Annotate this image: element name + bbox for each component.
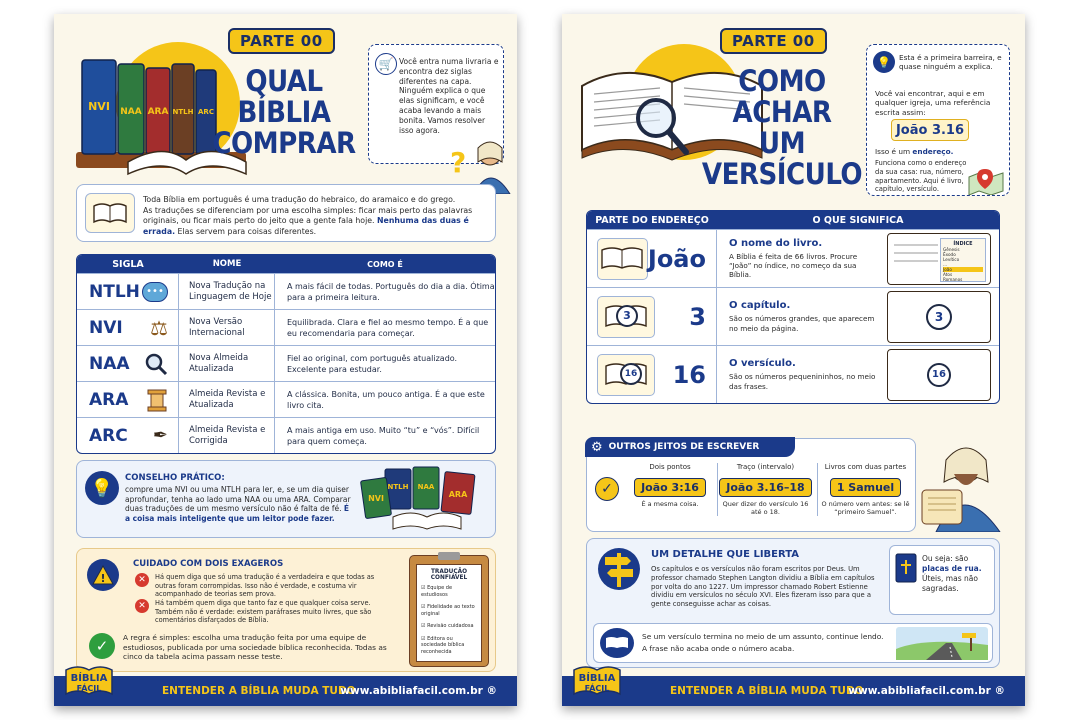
row-sigla: ARC	[89, 425, 128, 446]
column-icon	[146, 388, 168, 412]
open-book-icon	[597, 238, 648, 280]
x-mark-icon: ✕	[135, 573, 149, 587]
svg-text:!: !	[100, 572, 106, 585]
biblia-facil-logo	[62, 660, 116, 702]
page-title-line1: QUAL BÍBLIA	[237, 64, 331, 129]
page-footer	[54, 676, 517, 706]
intro-text: Você entra numa livraria e encontra dez siglas diferentes na capa. Ninguém explica o que elas significam, e você acaba levando a mais bonita. Vamos resolver isso agora.	[399, 57, 499, 135]
caution-1: Há quem diga que só uma tradução é a verdadeira e que todas as outras foram corrompidas. Isso não é verdade, e costuma vir acompanhado de teorias sem prova.	[155, 573, 375, 599]
row-sigla: ARA	[89, 389, 129, 410]
table-row	[587, 345, 999, 403]
translation-text-b: As traduções se diferenciam por uma escolha simples: ficar mais perto das palavras originais, ou ficar mais perto do jeito que a gente fala hoje.	[143, 205, 473, 225]
row-text: São os números pequenininhos, no meio das frases.	[729, 372, 876, 391]
rule-text: A regra é simples: escolha uma tradução feita por uma equipe de estudiosos, publicada por uma sociedade bíblica reconhecida. Todas as cinco da tabela acima passam nesse teste.	[123, 633, 387, 662]
row-big: 16	[672, 360, 706, 389]
row-nome: Nova Almeida Atualizada	[179, 346, 275, 381]
row-como: A clássica. Bonita, um pouco antiga. É a que este livro cita.	[287, 389, 485, 410]
clipboard-item: ☑ Revisão cuidadosa	[421, 623, 474, 629]
spine-label-naa: NAA	[120, 107, 142, 117]
format-value: João 3.16–18	[719, 478, 811, 497]
intro-c-highlight: endereço.	[912, 147, 954, 156]
index-item: Gênesis	[943, 246, 960, 252]
page-title	[204, 66, 364, 159]
bible-cover-icon	[894, 552, 918, 584]
intro-b: Você vai encontrar, aqui e em qualquer igreja, uma referência escrita assim:	[875, 89, 991, 117]
advice-book-nvi: NVI	[368, 494, 384, 503]
row-label: O capítulo.	[729, 300, 791, 312]
logo-line1: BÍBLIA	[70, 673, 108, 684]
row-nome: Nova Tradução na Linguagem de Hoje	[179, 274, 275, 309]
header-significa: O QUE SIGNIFICA	[812, 214, 904, 226]
book-verse-icon	[597, 354, 655, 396]
speech-bubble-icon: •••	[142, 282, 168, 302]
verse-badge: 16	[620, 363, 642, 385]
row-como: A mais fácil de todas. Português do dia a dia. Ótima para a primeira leitura.	[287, 281, 495, 302]
row-sigla: NAA	[89, 353, 130, 374]
detail-text: Os capítulos e os versículos não foram escritos por Deus. Um professor chamado Stephen Langton dividiu a Bíblia em capítulos por volta do ano 1227. Um impressor chamado Robert Estienne dividiu em versículos no século XVI. Eles fizeram isso para que a gente conseguisse achar as coisas.	[651, 565, 875, 609]
index-item: Êxodo	[943, 251, 956, 257]
svg-text:?: ?	[450, 146, 467, 179]
page-title	[692, 66, 872, 190]
footer-tagline: ENTENDER A BÍBLIA MUDA TUDO	[162, 685, 356, 697]
chapter-page-illustration	[887, 291, 991, 343]
warning-icon	[87, 559, 119, 591]
translation-text-a: Toda Bíblia em português é uma tradução do hebraico, do aramaico e do grego.	[143, 195, 456, 204]
advice-text: compre uma NVI ou uma NTLH para ler, e, se um dia quiser aprofundar, tenha ao lado uma NAA ou uma ARA. Comparar duas traduções de um mesmo versículo não é falta de fé.	[125, 485, 351, 514]
table-header	[77, 255, 495, 273]
gear-icon: ⚙	[591, 439, 603, 455]
format-two-parts: Livros com duas partes 1 Samuel O número vem antes: se lê “primeiro Samuel”.	[817, 463, 913, 516]
advice-card	[76, 460, 496, 538]
tip-line2: A frase não acaba onde o número acaba.	[642, 644, 795, 653]
table-header	[587, 211, 999, 229]
check-icon: ✓	[89, 633, 115, 659]
comparing-bibles-illustration	[359, 465, 493, 535]
clipboard-item: ☑ Editora ou sociedade bíblica reconhecida	[421, 635, 465, 655]
format-range: Traço (intervalo) João 3.16–18 Quer dizer do versículo 16 até o 18.	[717, 463, 813, 516]
row-nome: Nova Versão Internacional	[179, 310, 275, 345]
translation-highlight: Nenhuma das duas é errada.	[143, 216, 469, 236]
intro-box	[866, 44, 1010, 196]
caution-2: Há também quem diga que tanto faz e que qualquer coisa serve. Também não é verdade: existem paráfrases muito livres, que são comentários disfarçados de Bíblia.	[155, 599, 372, 625]
row-como: A mais antiga em uso. Muito “tu” e “vós”. Difícil para quem começa.	[287, 425, 480, 446]
advice-book-naa: NAA	[417, 483, 435, 491]
clipboard-item: ☑ Equipe de estudiosos	[421, 585, 453, 598]
table-row	[77, 345, 495, 381]
clipboard-title: TRADUÇÃO CONFIÁVEL	[430, 569, 468, 581]
index-item: Atos	[943, 271, 953, 277]
index-item: ...	[943, 261, 947, 267]
row-como: Fiel ao original, com português atualizado. Excelente para estudar.	[287, 353, 458, 374]
quill-icon: ✒	[152, 425, 168, 446]
cart-icon: 🛒	[375, 53, 397, 75]
index-item-highlight: João	[943, 267, 983, 272]
other-ways-card	[586, 438, 916, 532]
footer-url[interactable]: www.abibliafacil.com.br ®	[340, 685, 497, 697]
row-big: João	[647, 244, 706, 273]
open-book-icon	[600, 628, 634, 658]
index-title: ÍNDICE	[953, 240, 973, 247]
row-big: 3	[689, 302, 706, 331]
header-nome: NOME	[212, 258, 242, 269]
other-ways-header	[585, 437, 795, 457]
table-row	[587, 229, 999, 287]
page-title-line2: UM VERSÍCULO	[701, 126, 863, 191]
scales-icon: ⚖	[150, 315, 168, 340]
clipboard-checklist	[409, 555, 489, 667]
spine-label-nvi: NVI	[88, 100, 110, 113]
row-nome: Almeida Revista e Corrigida	[179, 418, 275, 453]
header-como: COMO É	[367, 259, 403, 269]
caution-title: CUIDADO COM DOIS EXAGEROS	[133, 559, 284, 569]
tip-box	[593, 623, 993, 663]
side-text-a: Ou seja: são	[922, 554, 969, 563]
verse-page-illustration	[887, 349, 991, 401]
logo-line1: BÍBLIA	[578, 673, 616, 684]
bible-index-illustration	[887, 233, 991, 285]
format-value: 1 Samuel	[830, 478, 901, 497]
index-item: Romanos	[943, 276, 963, 282]
lightbulb-icon: 💡	[85, 471, 119, 505]
other-ways-title: OUTROS JEITOS DE ESCREVER	[608, 442, 760, 452]
row-text: A Bíblia é feita de 66 livros. Procure “João” no índice, no começo da sua Bíblia.	[729, 251, 858, 280]
table-row	[77, 309, 495, 345]
page-footer	[562, 676, 1025, 706]
lightbulb-icon: 💡	[873, 51, 895, 73]
footer-tagline: ENTENDER A BÍBLIA MUDA TUDO	[670, 685, 864, 697]
detail-title: UM DETALHE QUE LIBERTA	[651, 549, 800, 560]
part-badge: PARTE 00	[228, 28, 335, 54]
part-badge: PARTE 00	[720, 28, 827, 54]
book-chapter-icon	[597, 296, 655, 338]
format-value: João 3:16	[634, 478, 706, 497]
row-como: Equilibrada. Clara e fiel ao mesmo tempo. É a que eu recomendaria para começar.	[287, 317, 489, 338]
open-book-icon	[85, 193, 135, 233]
caution-card	[76, 548, 496, 672]
advice-book-ara: ARA	[448, 490, 468, 499]
row-sigla: NVI	[89, 317, 123, 338]
verse-magnified-badge: 16	[927, 363, 951, 387]
page-title-line1: COMO ACHAR	[732, 64, 832, 129]
translations-table	[76, 254, 496, 454]
chapter-magnified-badge: 3	[926, 304, 952, 330]
table-row	[77, 273, 495, 309]
magnifier-icon	[144, 352, 168, 376]
address-table	[586, 210, 1000, 404]
check-circle-icon: ✓	[595, 477, 619, 501]
side-box	[889, 545, 995, 615]
x-mark-icon: ✕	[135, 599, 149, 613]
format-colon: Dois pontos João 3:16 É a mesma coisa.	[627, 463, 713, 508]
translation-card	[76, 184, 496, 242]
translation-text-c: Elas servem para coisas diferentes.	[177, 226, 317, 236]
table-row	[77, 381, 495, 417]
page-qual-biblia	[54, 14, 517, 706]
clipboard-item: ☑ Fidelidade ao texto original	[421, 604, 475, 617]
detail-card	[586, 538, 1000, 668]
row-nome: Almeida Revista e Atualizada	[179, 382, 275, 417]
road-illustration	[896, 627, 988, 660]
intro-a: Esta é a primeira barreira, e quase ninguém a explica.	[899, 53, 1002, 72]
row-sigla: NTLH	[89, 281, 140, 302]
side-text-b: Úteis, mas não sagradas.	[922, 574, 978, 593]
map-pin-icon	[967, 169, 1005, 195]
page-title-line2: COMPRAR	[212, 126, 356, 160]
intro-c: Isso é um	[875, 147, 911, 156]
signpost-icon	[595, 547, 643, 591]
advice-highlight: É a coisa mais inteligente que um leitor pode fazer.	[125, 504, 349, 523]
index-item: Levítico	[943, 256, 960, 262]
row-text: São os números grandes, que aparecem no meio da página.	[729, 314, 875, 333]
row-label: O versículo.	[729, 358, 796, 370]
intro-d: Funciona como o endereço da sua casa: rua, número, apartamento. Aqui é livro, capítulo, versículo.	[875, 159, 967, 194]
logo-line2: FÁCIL	[584, 684, 610, 693]
side-highlight: placas de rua.	[922, 564, 982, 573]
spine-label-arc: ARC	[198, 108, 214, 116]
advice-book-ntlh: NTLH	[387, 483, 409, 491]
spine-label-ara: ARA	[147, 107, 169, 117]
header-sigla: SIGLA	[112, 258, 144, 270]
biblia-facil-logo	[570, 660, 624, 702]
row-label: O nome do livro.	[729, 237, 823, 249]
reference-box	[891, 119, 969, 141]
reference-text: João 3.16	[895, 122, 965, 138]
page-como-achar	[562, 14, 1025, 706]
header-parte: PARTE DO ENDEREÇO	[595, 214, 709, 226]
table-row	[587, 287, 999, 345]
spine-label-ntlh: NTLH	[172, 108, 194, 116]
tip-line1: Se um versículo termina no meio de um assunto, continue lendo.	[642, 632, 884, 641]
logo-line2: FÁCIL	[76, 684, 102, 693]
man-with-scroll-illustration	[918, 426, 1008, 532]
footer-url[interactable]: www.abibliafacil.com.br ®	[848, 685, 1005, 697]
advice-title: CONSELHO PRÁTICO:	[125, 473, 225, 483]
chapter-badge: 3	[616, 305, 638, 327]
table-row	[77, 417, 495, 453]
